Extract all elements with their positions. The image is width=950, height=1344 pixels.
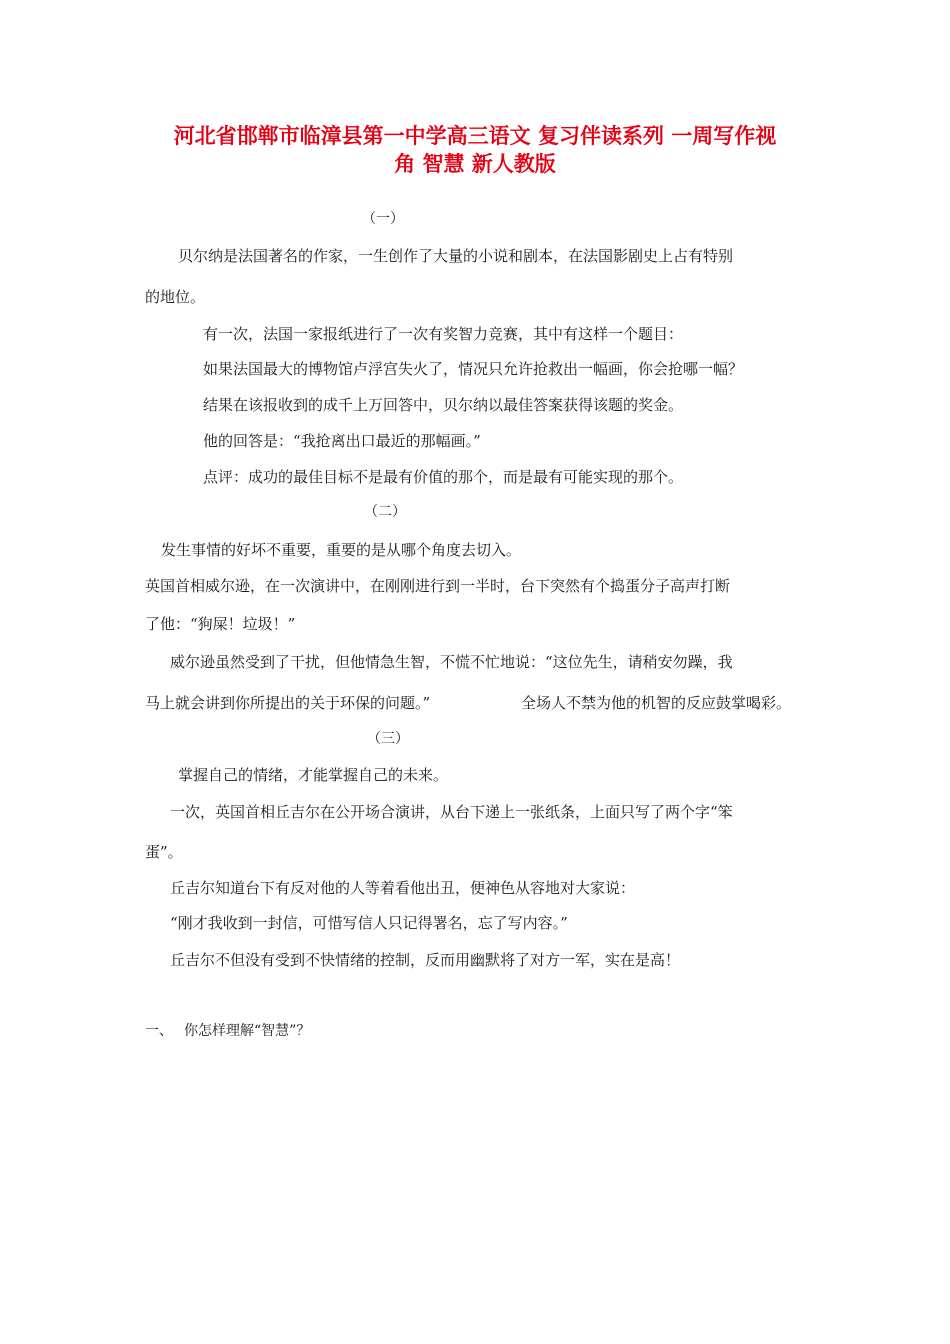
paragraph-line: 的地位。 bbox=[145, 288, 206, 306]
section-2-heading: （二） bbox=[364, 504, 406, 520]
paragraph-line: 掌握自己的情绪，才能掌握自己的未来。 bbox=[178, 766, 449, 784]
paragraph-line: 了他：“狗屎！垃圾！” bbox=[145, 615, 296, 633]
paragraph-line: “刚才我收到一封信，可惜写信人只记得署名，忘了写内容。” bbox=[170, 914, 568, 932]
section-3-heading: （三） bbox=[367, 731, 409, 747]
paragraph-line: 结果在该报收到的成千上万回答中，贝尔纳以最佳答案获得该题的奖金。 bbox=[203, 396, 684, 414]
paragraph-line: 马上就会讲到你所提出的关于环保的问题。” bbox=[145, 694, 431, 712]
paragraph-line: 英国首相威尔逊，在一次演讲中，在刚刚进行到一半时，台下突然有个捣蛋分子高声打断 bbox=[145, 577, 731, 595]
paragraph-line: 一次，英国首相丘吉尔在公开场合演讲，从台下递上一张纸条，上面只写了两个字“笨 bbox=[170, 803, 733, 821]
paragraph-line: 蛋”。 bbox=[145, 843, 183, 861]
paragraph-line: 丘吉尔不但没有受到不快情绪的控制，反而用幽默将了对方一军，实在是高！ bbox=[170, 951, 681, 969]
paragraph-line: 有一次，法国一家报纸进行了一次有奖智力竞赛，其中有这样一个题目： bbox=[203, 325, 684, 343]
paragraph-line: 威尔逊虽然受到了干扰，但他情急生智，不慌不忙地说：“这位先生，请稍安勿躁，我 bbox=[170, 653, 733, 671]
paragraph-line: 点评：成功的最佳目标不是最有价值的那个，而是最有可能实现的那个。 bbox=[203, 468, 684, 486]
question-text: 你怎样理解“智慧”？ bbox=[184, 1023, 311, 1039]
paragraph-line: 他的回答是：“我抢离出口最近的那幅画。” bbox=[203, 432, 481, 450]
question-number: 一、 bbox=[145, 1023, 173, 1039]
paragraph-line: 发生事情的好坏不重要，重要的是从哪个角度去切入。 bbox=[161, 541, 522, 559]
paragraph-line: 贝尔纳是法国著名的作家，一生创作了大量的小说和剧本，在法国影剧史上占有特别 bbox=[178, 247, 734, 265]
section-1-heading: （一） bbox=[362, 211, 404, 227]
paragraph-line: 全场人不禁为他的机智的反应鼓掌喝彩。 bbox=[521, 694, 792, 712]
paragraph-line: 丘吉尔知道台下有反对他的人等着看他出丑，便神色从容地对大家说： bbox=[170, 879, 636, 897]
paragraph-line: 如果法国最大的博物馆卢浮宫失火了，情况只允许抢救出一幅画，你会抢哪一幅？ bbox=[203, 360, 744, 378]
document-title-line-2: 角 智慧 新人教版 bbox=[394, 152, 556, 176]
document-title-line-1: 河北省邯郸市临漳县第一中学高三语文 复习伴读系列 一周写作视 bbox=[173, 124, 777, 148]
